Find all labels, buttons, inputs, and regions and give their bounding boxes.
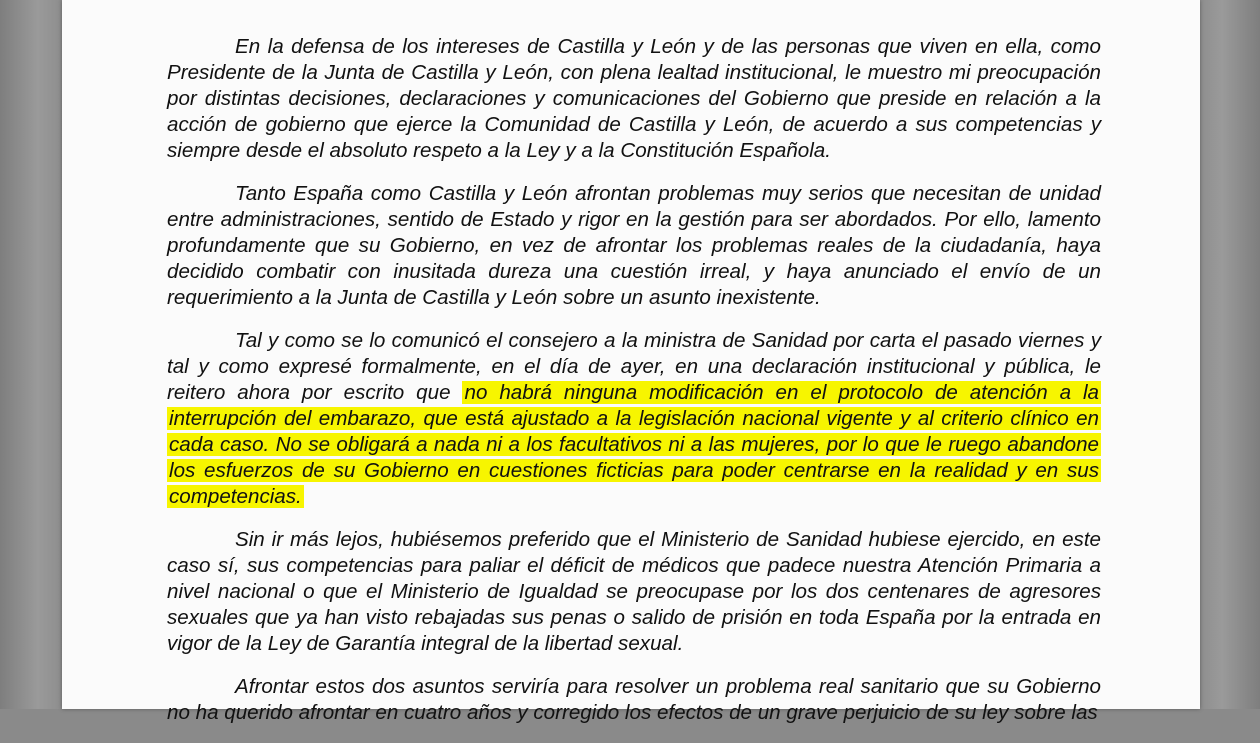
paragraph-5: Afrontar estos dos asuntos serviría para resolver un problema real sanitario que su Gobierno no ha querido afrontar en cuatro años y corregido los efectos de un grave perjuicio de su ley sobre las: [167, 675, 1101, 724]
paragraph-3: [167, 328, 1101, 510]
letter-body: [167, 34, 1101, 743]
paragraph-2: Tanto España como Castilla y León afrontan problemas muy serios que necesitan de unidad entre administraciones, sentido de Estado y rigor en la gestión para ser abordados. Por ello, lamento profundamente que su Gobierno, en vez de afrontar los problemas reales de la ciudadanía, haya decidido combatir con inusitada dureza una cuestión irreal, y haya anunciado el envío de un requerimiento a la Junta de Castilla y León sobre un asunto inexistente.: [167, 182, 1101, 309]
paragraph-4: Sin ir más lejos, hubiésemos preferido que el Ministerio de Sanidad hubiese ejercido, en este caso sí, sus competencias para paliar el déficit de médicos que padece nuestra Atención Primaria a nivel nacional o que el Ministerio de Igualdad se preocupase por los dos centenares de agresores sexuales que ya han visto rebajadas sus penas o salido de prisión en toda España por la entrada en vigor de la Ley de Garantía integral de la libertad sexual.: [167, 528, 1101, 655]
paragraph-3-lead-text: Tal y como se lo comunicó el consejero a la ministra de Sanidad por carta el pasado viernes y tal y como expresé formalmente, en el día de ayer, en una declaración institucional y pública, le reitero ahora por escrito que: [167, 329, 1101, 404]
paragraph-1: En la defensa de los intereses de Castilla y León y de las personas que viven en ella, como Presidente de la Junta de Castilla y León, con plena lealtad institucional, le muestro mi preocupación por distintas decisiones, declaraciones y comunicaciones del Gobierno que preside en relación a la acción de gobierno que ejerce la Comunidad de Castilla y León, de acuerdo a sus competencias y siempre desde el absoluto respeto a la Ley y a la Constitución Española.: [167, 35, 1101, 162]
highlighted-passage: no habrá ninguna modificación en el protocolo de atención a la interrupción del embarazo, que está ajustado a la legislación nacional vigente y al criterio clínico en cada caso. No se obligará a nada ni a los facultativos ni a las mujeres, por lo que le ruego abandone los esfuerzos de su Gobierno en cuestiones ficticias para poder centrarse en la realidad y en sus competencias.: [169, 381, 1099, 508]
scanned-letter-page: [62, 0, 1200, 724]
